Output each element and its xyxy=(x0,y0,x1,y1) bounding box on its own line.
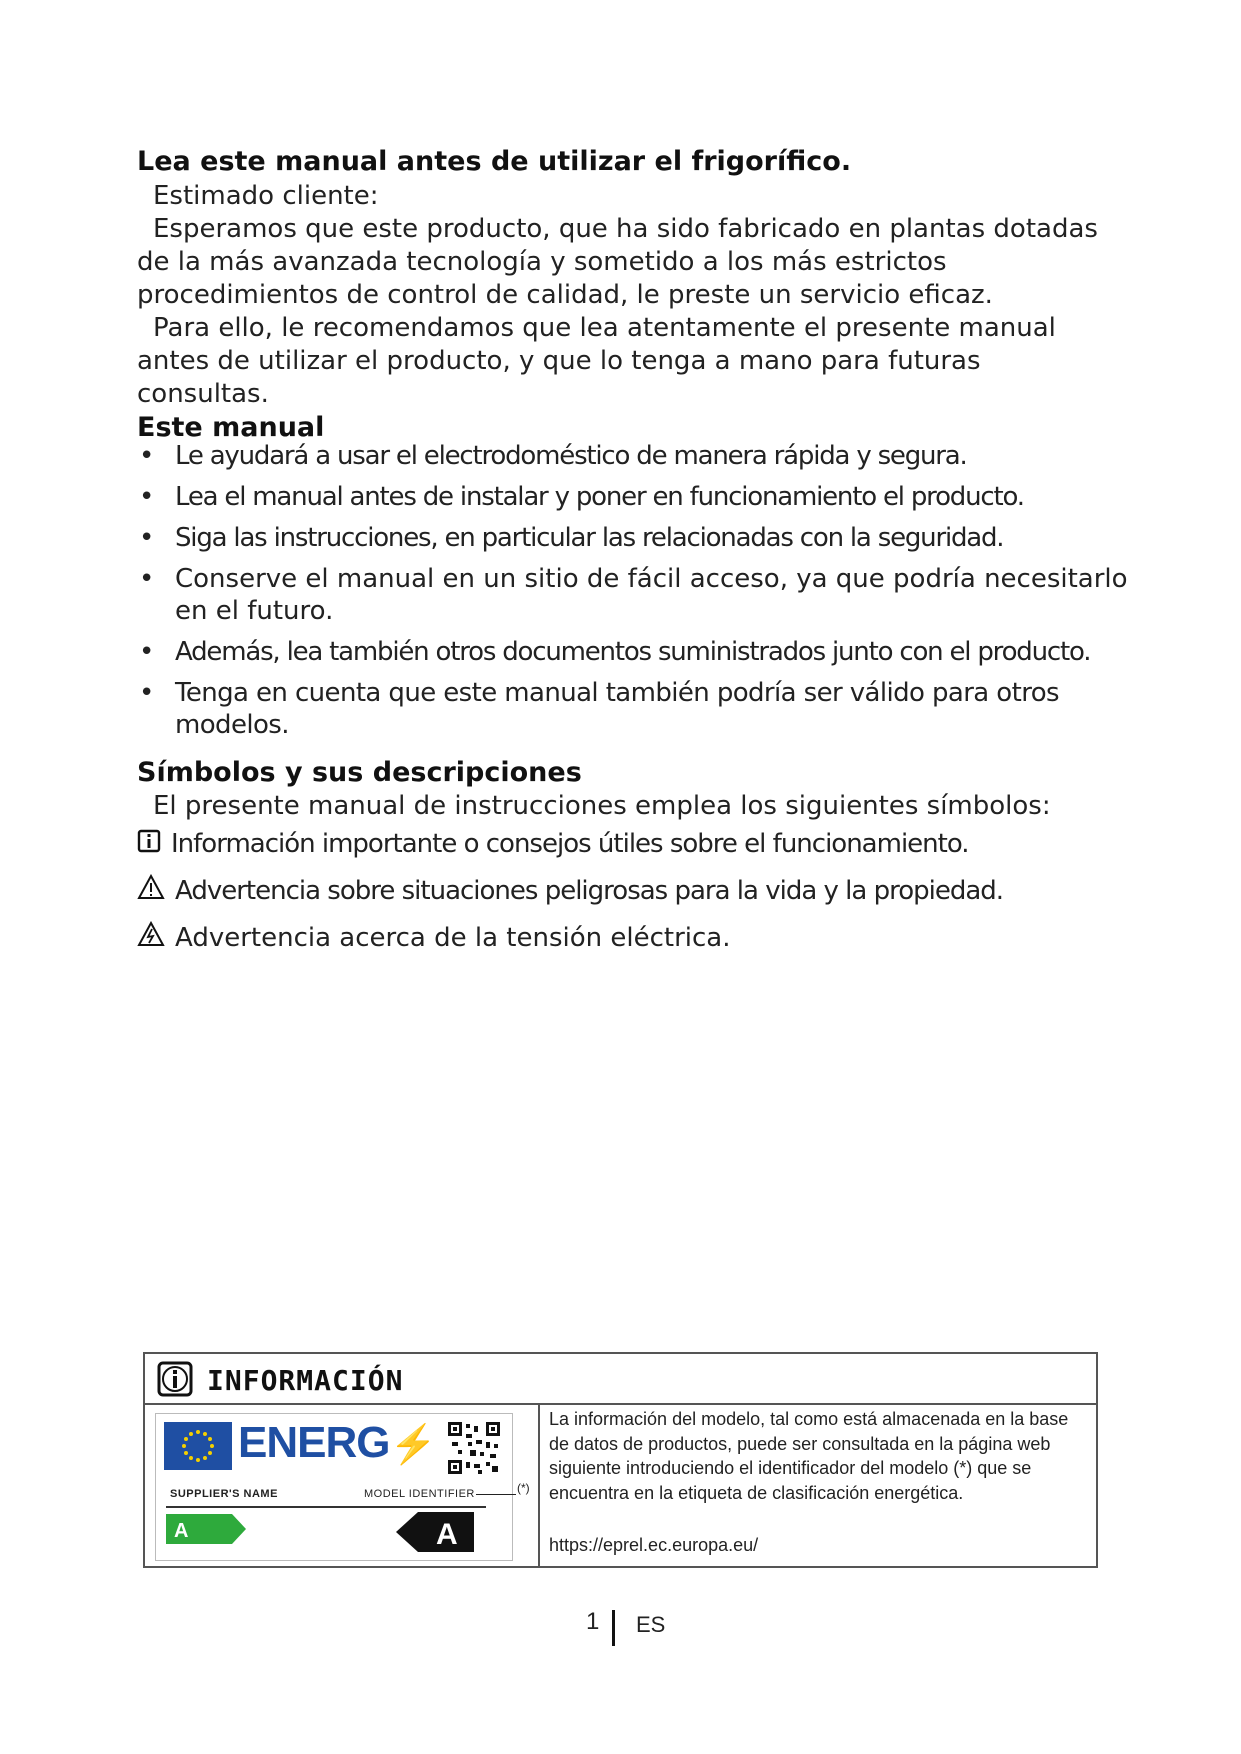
energy-class-left-text: A xyxy=(174,1520,189,1542)
energy-class-right-text: A xyxy=(436,1518,458,1551)
label-rule xyxy=(166,1506,486,1508)
list-item: • Conserve el manual en un sitio de fácil acceso, ya que podría necesitarlo en el futuro. xyxy=(139,564,1128,626)
information-box xyxy=(143,1352,1098,1568)
information-box-header xyxy=(145,1354,1096,1405)
energy-label xyxy=(155,1413,513,1561)
greeting: Estimado cliente: xyxy=(153,181,379,211)
energy-class-arrow-right xyxy=(396,1512,474,1556)
page-number: 1 xyxy=(586,1608,600,1635)
eu-flag-icon xyxy=(164,1422,232,1470)
information-text: La información del modelo, tal como está almacenada en la base de datos de productos, puede ser consultada en la página web siguiente introduciendo el identificador del modelo (*) que se encuentra en la etiqueta de clasificación energética. xyxy=(549,1409,1069,1503)
list-item: • Siga las instrucciones, en particular las relacionadas con la seguridad. xyxy=(139,523,1004,553)
intro-paragraph-1: Esperamos que este producto, que ha sido fabricado en plantas dotadas de la más avanzada tecnología y sometido a los más estrictos procedimientos de control de calidad, le preste un servicio eficaz. xyxy=(137,214,1098,310)
info-icon xyxy=(137,828,161,862)
info-icon xyxy=(157,1361,193,1401)
list-item: • Tenga en cuenta que este manual también podría ser válido para otros modelos. xyxy=(139,678,1059,740)
energy-wordmark: ENERG⚡ xyxy=(238,1418,436,1467)
symbol-row-warning: Advertencia sobre situaciones peligrosas para la vida y la propiedad. xyxy=(137,874,1003,909)
list-item: • Le ayudará a usar el electrodoméstico de manera rápida y segura. xyxy=(139,441,967,471)
manual-heading: Este manual xyxy=(137,412,325,443)
symbols-intro: El presente manual de instrucciones emplea los siguientes símbolos: xyxy=(153,791,1051,821)
model-marker: (*) xyxy=(517,1481,530,1495)
footer-divider xyxy=(612,1610,615,1646)
supplier-name-label: SUPPLIER'S NAME xyxy=(170,1488,278,1500)
model-identifier-label: MODEL IDENTIFIER xyxy=(364,1488,475,1500)
energy-label-area xyxy=(149,1409,534,1563)
electric-warning-icon xyxy=(137,921,165,956)
intro-heading: Lea este manual antes de utilizar el frigorífico. xyxy=(137,146,852,177)
symbol-row-info: Información importante o consejos útiles sobre el funcionamiento. xyxy=(137,827,969,862)
eprel-link[interactable]: https://eprel.ec.europa.eu/ xyxy=(549,1535,759,1555)
energy-class-arrow-left xyxy=(166,1514,246,1548)
column-divider xyxy=(538,1405,540,1568)
symbol-row-electric: Advertencia acerca de la tensión eléctrica. xyxy=(137,921,731,956)
warning-triangle-icon xyxy=(137,874,165,909)
list-item: • Lea el manual antes de instalar y poner en funcionamiento el producto. xyxy=(139,482,1024,512)
manual-bullet-list xyxy=(137,440,1177,750)
language-code: ES xyxy=(636,1612,666,1637)
arrow-line xyxy=(476,1494,516,1495)
page-footer xyxy=(0,1608,1241,1648)
list-item: • Además, lea también otros documentos suministrados junto con el producto. xyxy=(139,637,1091,667)
information-title: INFORMACIÓN xyxy=(207,1364,404,1397)
qr-code-icon xyxy=(448,1422,500,1474)
intro-paragraph-2: Para ello, le recomendamos que lea atentamente el presente manual antes de utilizar el producto, y que lo tenga a mano para futuras consultas. xyxy=(137,313,1056,409)
symbols-heading: Símbolos y sus descripciones xyxy=(137,757,582,788)
